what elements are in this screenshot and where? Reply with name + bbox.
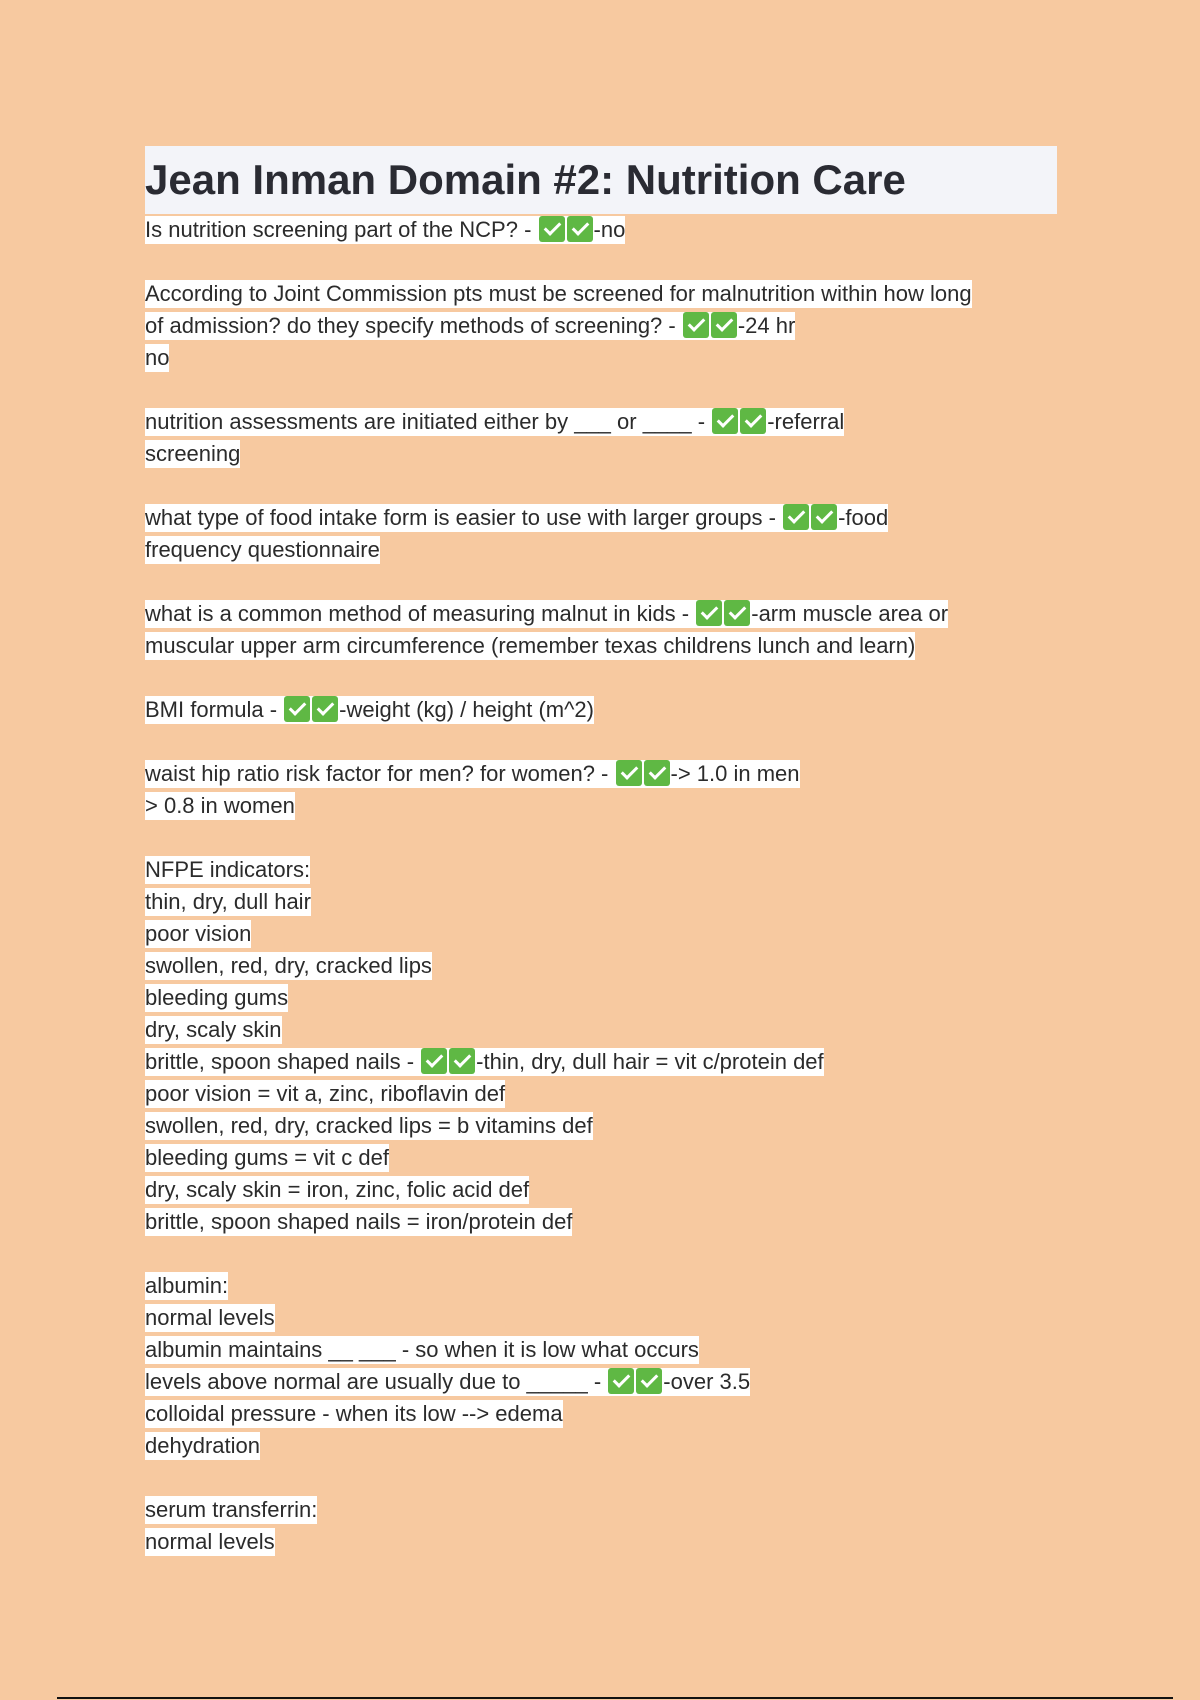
question-text: of admission? do they specify methods of screening? - — [145, 313, 682, 338]
flashcard-7 — [145, 758, 1057, 822]
question-text: BMI formula - — [145, 697, 284, 722]
green-check-mark-icon — [449, 1048, 475, 1074]
document-page — [145, 146, 1057, 1590]
question-text: waist hip ratio risk factor for men? for women? - — [145, 761, 615, 786]
answer-text: bleeding gums = vit c def — [145, 1145, 389, 1170]
text-line — [145, 310, 1057, 342]
text-line — [145, 1430, 1057, 1462]
answer-text: no — [145, 345, 170, 370]
flashcard-2 — [145, 278, 1057, 374]
question-text: swollen, red, dry, cracked lips — [145, 953, 432, 978]
text-line — [145, 1078, 1057, 1110]
flashcard-10 — [145, 1494, 1057, 1558]
text-line — [145, 1526, 1057, 1558]
answer-text: brittle, spoon shaped nails = iron/protein def — [145, 1209, 573, 1234]
green-check-mark-icon — [783, 504, 809, 530]
green-check-mark-icon — [608, 1368, 634, 1394]
flashcard-list — [145, 214, 1057, 1558]
question-text: dry, scaly skin — [145, 1017, 282, 1042]
question-text: Is nutrition screening part of the NCP? - — [145, 217, 538, 242]
text-line — [145, 758, 1057, 790]
answer-text: frequency questionnaire — [145, 537, 380, 562]
text-line — [145, 534, 1057, 566]
question-text: albumin: — [145, 1273, 229, 1298]
question-text: NFPE indicators: — [145, 857, 311, 882]
answer-text: > 0.8 in women — [145, 793, 295, 818]
question-text: nutrition assessments are initiated either by ___ or ____ - — [145, 409, 712, 434]
question-text: normal levels — [145, 1529, 275, 1554]
green-check-mark-icon — [616, 760, 642, 786]
answer-text: muscular upper arm circumference (remember texas childrens lunch and learn) — [145, 633, 916, 658]
text-line — [145, 406, 1057, 438]
text-line — [145, 1398, 1057, 1430]
text-line — [145, 1110, 1057, 1142]
answer-text: -no — [593, 217, 626, 242]
text-line — [145, 886, 1057, 918]
page-title: Jean Inman Domain #2: Nutrition Care — [145, 156, 906, 203]
text-line — [145, 1174, 1057, 1206]
question-text: According to Joint Commission pts must be screened for malnutrition within how long — [145, 281, 972, 306]
answer-text: -over 3.5 — [663, 1369, 751, 1394]
flashcard-8 — [145, 854, 1057, 1238]
flashcard-1 — [145, 214, 1057, 246]
flashcard-9 — [145, 1270, 1057, 1462]
question-text: serum transferrin: — [145, 1497, 318, 1522]
text-line — [145, 1366, 1057, 1398]
text-line — [145, 214, 1057, 246]
text-line — [145, 854, 1057, 886]
text-line — [145, 1270, 1057, 1302]
title-banner — [145, 146, 1057, 214]
text-line — [145, 630, 1057, 662]
text-line — [145, 598, 1057, 630]
text-line — [145, 1046, 1057, 1078]
green-check-mark-icon — [683, 312, 709, 338]
green-check-mark-icon — [740, 408, 766, 434]
text-line — [145, 1334, 1057, 1366]
green-check-mark-icon — [539, 216, 565, 242]
text-line — [145, 694, 1057, 726]
answer-text: swollen, red, dry, cracked lips = b vitamins def — [145, 1113, 593, 1138]
green-check-mark-icon — [644, 760, 670, 786]
answer-text: dehydration — [145, 1433, 260, 1458]
text-line — [145, 342, 1057, 374]
green-check-mark-icon — [811, 504, 837, 530]
text-line — [145, 918, 1057, 950]
text-line — [145, 1302, 1057, 1334]
text-line — [145, 1206, 1057, 1238]
text-line — [145, 1014, 1057, 1046]
answer-text: colloidal pressure - when its low --> edema — [145, 1401, 563, 1426]
answer-text: -food — [838, 505, 889, 530]
green-check-mark-icon — [567, 216, 593, 242]
question-text: normal levels — [145, 1305, 275, 1330]
text-line — [145, 1494, 1057, 1526]
answer-text: -> 1.0 in men — [670, 761, 800, 786]
green-check-mark-icon — [284, 696, 310, 722]
answer-text: -referral — [767, 409, 845, 434]
question-text: albumin maintains __ ___ - so when it is low what occurs — [145, 1337, 699, 1362]
green-check-mark-icon — [724, 600, 750, 626]
question-text: levels above normal are usually due to _____ - — [145, 1369, 608, 1394]
answer-text: poor vision = vit a, zinc, riboflavin def — [145, 1081, 506, 1106]
text-line — [145, 790, 1057, 822]
text-line — [145, 1142, 1057, 1174]
text-line — [145, 278, 1057, 310]
question-text: what type of food intake form is easier to use with larger groups - — [145, 505, 783, 530]
question-text: brittle, spoon shaped nails - — [145, 1049, 421, 1074]
page-bottom-rule — [57, 1697, 1173, 1699]
green-check-mark-icon — [312, 696, 338, 722]
text-line — [145, 502, 1057, 534]
green-check-mark-icon — [712, 408, 738, 434]
answer-text: -weight (kg) / height (m^2) — [339, 697, 594, 722]
answer-text: -thin, dry, dull hair = vit c/protein def — [476, 1049, 824, 1074]
answer-text: dry, scaly skin = iron, zinc, folic acid def — [145, 1177, 530, 1202]
question-text: poor vision — [145, 921, 252, 946]
flashcard-5 — [145, 598, 1057, 662]
green-check-mark-icon — [636, 1368, 662, 1394]
answer-text: -24 hr — [737, 313, 796, 338]
green-check-mark-icon — [711, 312, 737, 338]
text-line — [145, 950, 1057, 982]
flashcard-4 — [145, 502, 1057, 566]
question-text: thin, dry, dull hair — [145, 889, 311, 914]
green-check-mark-icon — [421, 1048, 447, 1074]
flashcard-3 — [145, 406, 1057, 470]
answer-text: screening — [145, 441, 241, 466]
text-line — [145, 982, 1057, 1014]
green-check-mark-icon — [696, 600, 722, 626]
question-text: what is a common method of measuring malnut in kids - — [145, 601, 696, 626]
question-text: bleeding gums — [145, 985, 289, 1010]
flashcard-6 — [145, 694, 1057, 726]
text-line — [145, 438, 1057, 470]
answer-text: -arm muscle area or — [751, 601, 949, 626]
